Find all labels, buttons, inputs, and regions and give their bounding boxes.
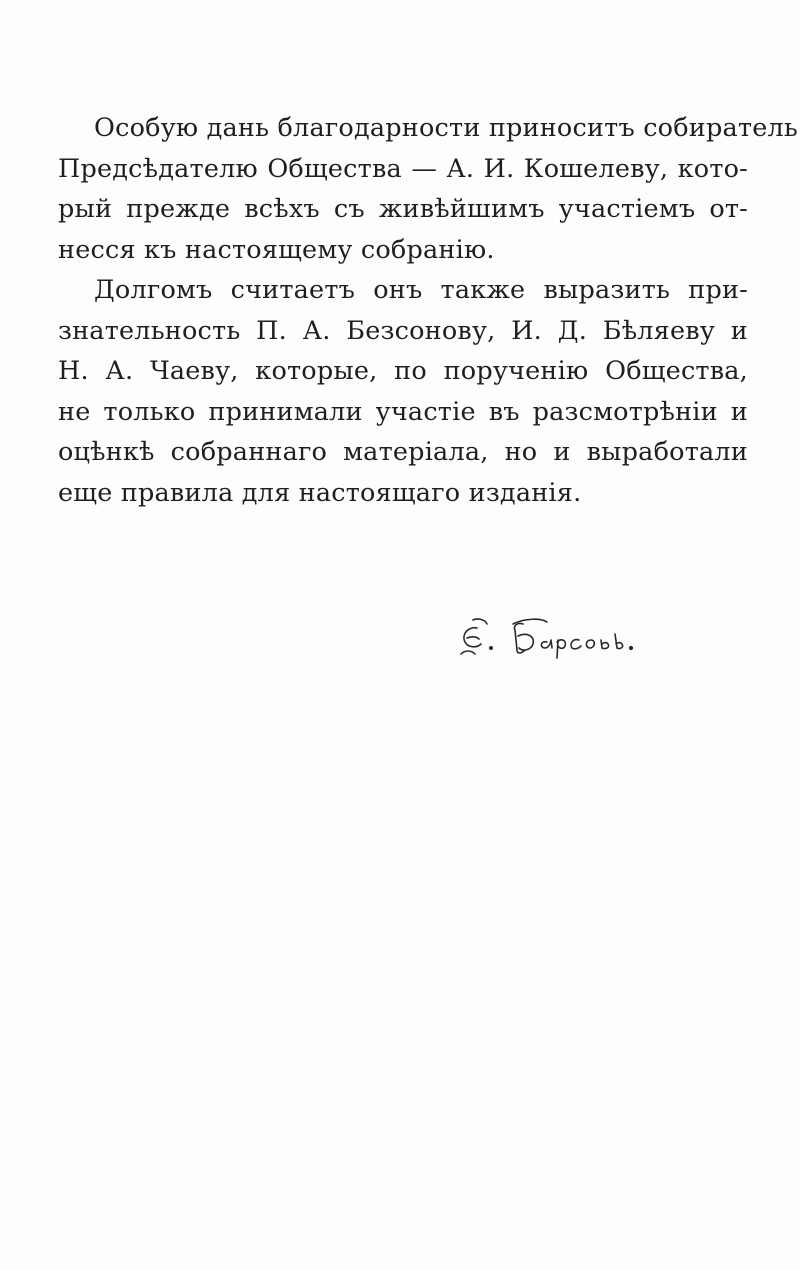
handwritten-signature: [455, 610, 695, 670]
text-line: несся къ настоящему собранію.: [58, 234, 495, 265]
preface-text: [58, 108, 798, 513]
signature-drawing: [455, 610, 695, 670]
text-line: оцѣнкѣ собраннаго матеріала, но и выработали: [58, 437, 748, 467]
paragraph-gratitude: [58, 270, 748, 513]
text-line: Долгомъ считаетъ онъ также выразить при-: [94, 275, 748, 305]
text-line: рый прежде всѣхъ съ живѣйшимъ участіемъ от-: [58, 194, 748, 224]
paragraph-acknowledgement: [58, 108, 798, 270]
text-line: Н. А. Чаеву, которые, по порученію Общества,: [58, 356, 748, 386]
text-line: Предсѣдателю Общества — А. И. Кошелеву, кото-: [58, 153, 748, 184]
text-line: Особую дань благодарности приноситъ собиратель: [94, 113, 798, 143]
text-line: знательность П. А. Безсонову, И. Д. Бѣляеву и: [58, 315, 748, 346]
text-line: не только принимали участіе въ разсмотрѣніи и: [58, 396, 748, 427]
text-line: еще правила для настоящаго изданія.: [58, 477, 582, 508]
